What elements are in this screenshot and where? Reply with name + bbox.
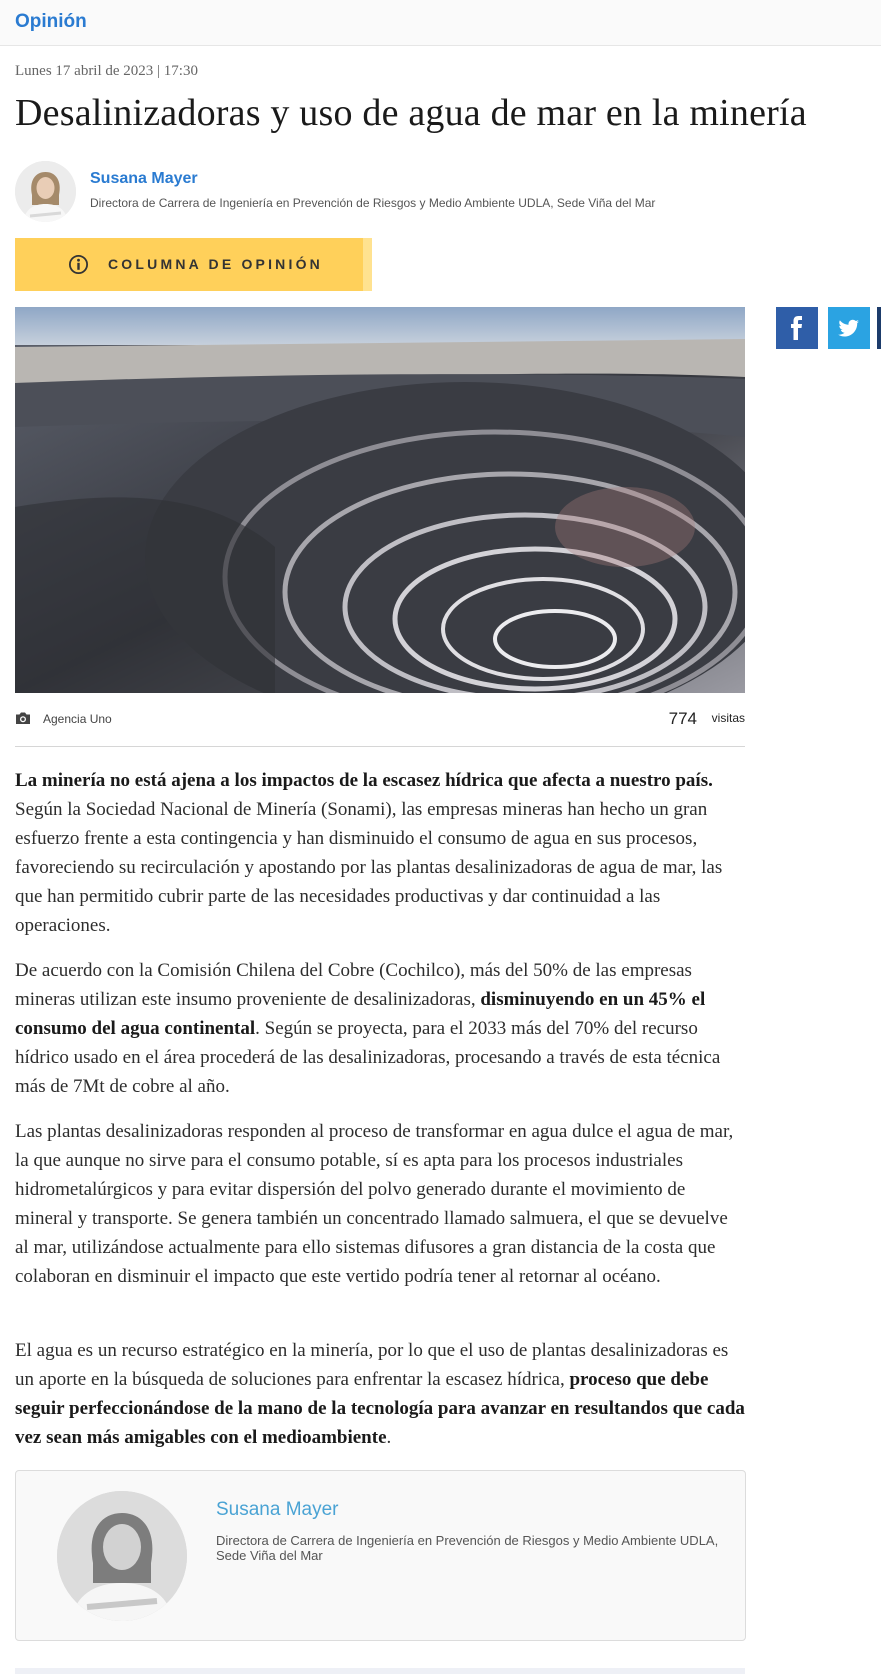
article-paragraph xyxy=(15,1117,745,1291)
author-portrait-icon xyxy=(57,1491,187,1621)
opinion-column-badge xyxy=(15,238,372,291)
page-title: Desalinizadoras y uso de agua de mar en la minería xyxy=(15,92,807,134)
hero-image xyxy=(15,307,745,693)
paragraph-text: El agua es un recurso estratégico en la minería, por lo que el uso de plantas desalinizadoras es un aporte en la búsqueda de soluciones para enfrentar la escasez hídrica, xyxy=(15,1340,729,1390)
next-section-edge xyxy=(15,1668,745,1674)
author-card xyxy=(15,1470,746,1641)
article-paragraph xyxy=(15,766,745,940)
share-more-button[interactable] xyxy=(877,307,881,349)
section-link-opinion[interactable]: Opinión xyxy=(15,11,87,32)
paragraph-text: De acuerdo con la Comisión Chilena del Cobre (Cochilco), más del 50% de las empresas mineras utilizan este insumo proveniente de desalinizadoras, xyxy=(15,960,692,1010)
avatar[interactable] xyxy=(15,161,76,222)
open-pit-mine-image xyxy=(15,307,745,693)
paragraph-text: Según la Sociedad Nacional de Minería (Sonami), las empresas mineras han hecho un gran esfuerzo frente a esta contingencia y han disminuido el consumo de agua en sus procesos, favoreciendo su recirculación y apostando por las plantas desalinizadoras de agua de mar, las que han permitido cubrir parte de las necesidades productivas y dar continuidad a las operaciones. xyxy=(15,799,723,936)
share-twitter-button[interactable] xyxy=(828,307,870,349)
author-portrait-icon xyxy=(15,161,76,222)
paragraph-text: Las plantas desalinizadoras responden al proceso de transformar en agua dulce el agua de mar, la que aunque no sirve para el consumo potable, sí es apta para los procesos industriales hidrometalúrgicos y para evitar dispersión del polvo generado durante el movimiento de mineral y transporte. Se genera también un concentrado llamado salmuera, el que se devuelve al mar, utilizándose actualmente para ello sistemas difusores a gran distancia de la costa que colaboran en disminuir el impacto que este vertido podría tener al retornar al océano. xyxy=(15,1121,734,1287)
author-role: Directora de Carrera de Ingeniería en Prevención de Riesgos y Medio Ambiente UDLA, Sede Viña del Mar xyxy=(90,196,656,210)
author-name-link[interactable]: Susana Mayer xyxy=(90,170,198,187)
publish-date: Lunes 17 abril de 2023 | 17:30 xyxy=(15,63,198,79)
author-card-name-link[interactable]: Susana Mayer xyxy=(216,1499,339,1520)
author-card-role: Directora de Carrera de Ingeniería en Prevención de Riesgos y Medio Ambiente UDLA, Sede Viña del Mar xyxy=(216,1533,719,1563)
facebook-icon xyxy=(776,307,818,349)
twitter-icon xyxy=(828,307,870,349)
visits-count: 774 xyxy=(668,709,697,728)
avatar[interactable] xyxy=(57,1491,187,1621)
paragraph-text: . xyxy=(386,1427,392,1448)
info-icon xyxy=(68,254,89,275)
article-paragraph xyxy=(15,956,745,1101)
camera-icon xyxy=(15,711,31,725)
paragraph-bold-text: La minería no está ajena a los impactos de la escasez hídrica que afecta a nuestro país. xyxy=(15,770,713,791)
badge-label: COLUMNA DE OPINIÓN xyxy=(108,256,323,272)
badge-edge xyxy=(363,238,372,291)
article-paragraph xyxy=(15,1336,745,1452)
visits-label: visitas xyxy=(711,711,745,725)
paragraph-bold-text: proceso que debe seguir perfeccionándose de la mano de la tecnología para avanzar en resultandos que cada vez sean más amigables con el medioambiente xyxy=(15,1369,745,1448)
top-bar xyxy=(0,0,881,46)
paragraph-text: . Según se proyecta, para el 2033 más del 70% del recurso hídrico usado en el área procederá de las desalinizadoras, procesando a través de esta técnica más de 7Mt de cobre al año. xyxy=(15,1018,721,1097)
media-caption-row xyxy=(15,705,745,747)
share-facebook-button[interactable] xyxy=(776,307,818,349)
paragraph-bold-text: disminuyendo en un 45% el consumo del agua continental xyxy=(15,989,706,1039)
photo-credit: Agencia Uno xyxy=(43,712,112,726)
